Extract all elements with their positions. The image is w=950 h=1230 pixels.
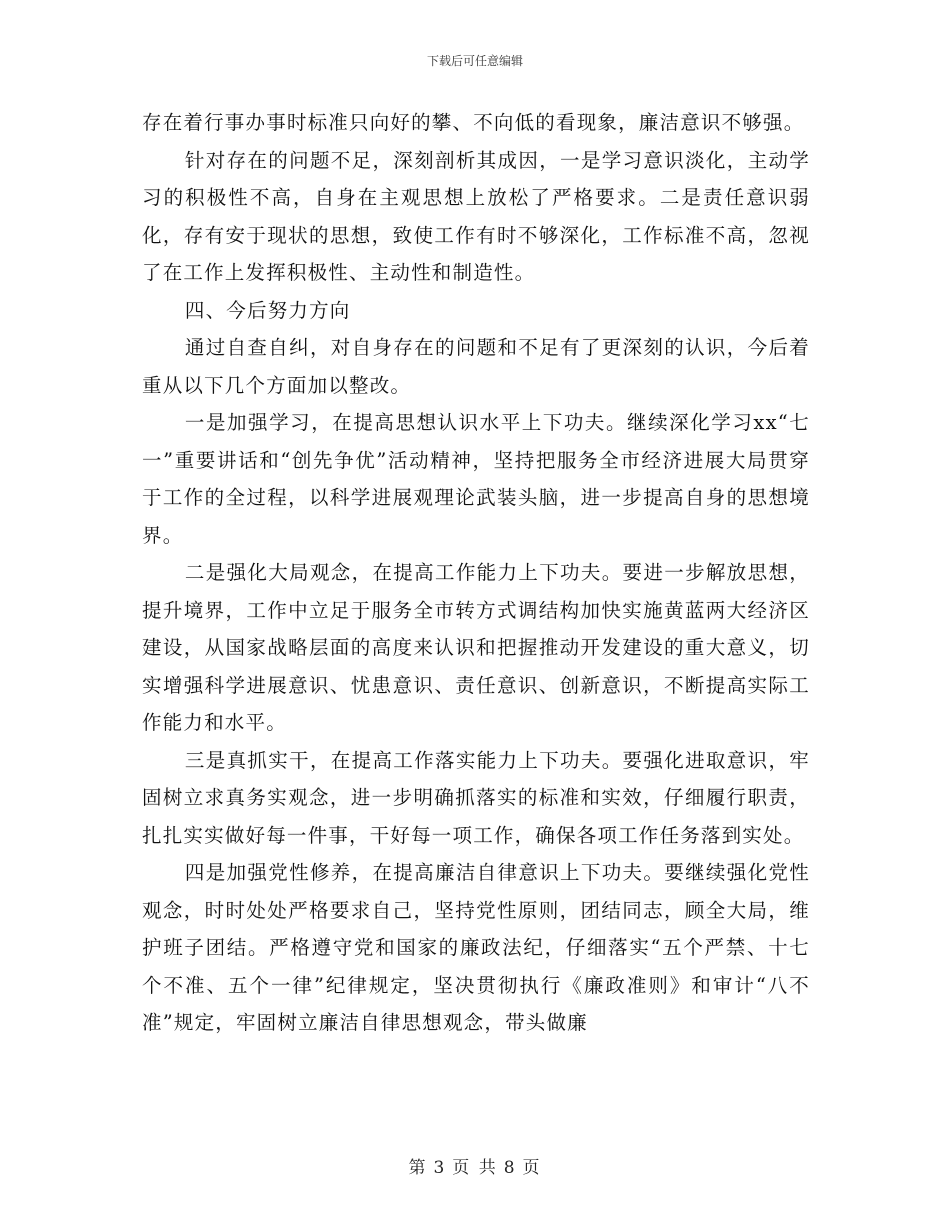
paragraph-4: 一是加强学习，在提高思想认识水平上下功夫。继续深化学习xx“七一”重要讲话和“创先争优”活动精神，坚持把服务全市经济进展大局贯穿于工作的全过程，以科学进展观理论武装头脑，进一步提高自身的思想境界。 (142, 411, 810, 547)
footer-total-pages: 8 (503, 1158, 517, 1178)
footer-prefix: 第 (408, 1158, 428, 1178)
document-body (142, 104, 810, 1042)
section-heading: 四、今后努力方向 (184, 298, 351, 322)
paragraph-6: 三是真抓实干，在提高工作落实能力上下功夫。要强化进取意识，牢固树立求真务实观念，进一步明确抓落实的标准和实效，仔细履行职责，扎扎实实做好每一件事，干好每一项工作，确保各项工作任务落到实处。 (142, 748, 810, 847)
page-header (0, 52, 950, 69)
paragraph-7: 四是加强党性修养，在提高廉洁自律意识上下功夫。要继续强化党性观念，时时处处严格要求自己，坚持党性原则，团结同志，顾全大局，维护班子团结。严格遵守党和国家的廉政法纪，仔细落实“五个严禁、十七个不准、五个一律”纪律规定，坚决贯彻执行《廉政准则》和审计“八不准”规定，牢固树立廉洁自律思想观念，带头做廉 (142, 861, 810, 1034)
page-footer (0, 1153, 950, 1178)
footer-middle: 页 共 (452, 1158, 498, 1178)
paragraph-1: 存在着行事办事时标准只向好的攀、不向低的看现象，廉洁意识不够强。 (142, 111, 805, 134)
header-text: 下载后可任意编辑 (426, 54, 523, 68)
paragraph-5: 二是强化大局观念，在提高工作能力上下功夫。要进一步解放思想，提升境界，工作中立足于服务全市转方式调结构加快实施黄蓝两大经济区建设，从国家战略层面的高度来认识和把握推动开发建设的重大意义，切实增强科学进展意识、忧患意识、责任意识、创新意识，不断提高实际工作能力和水平。 (142, 561, 810, 734)
paragraph-3: 通过自查自纠，对自身存在的问题和不足有了更深刻的认识，今后着重从以下几个方面加以整改。 (142, 336, 810, 397)
footer-suffix: 页 (522, 1158, 542, 1178)
footer-page-number: 3 (433, 1158, 447, 1178)
paragraph-2: 针对存在的问题不足，深刻剖析其成因，一是学习意识淡化，主动学习的积极性不高，自身在主观思想上放松了严格要求。二是责任意识弱化，存有安于现状的思想，致使工作有时不够深化，工作标准不高，忽视了在工作上发挥积极性、主动性和制造性。 (142, 148, 810, 284)
